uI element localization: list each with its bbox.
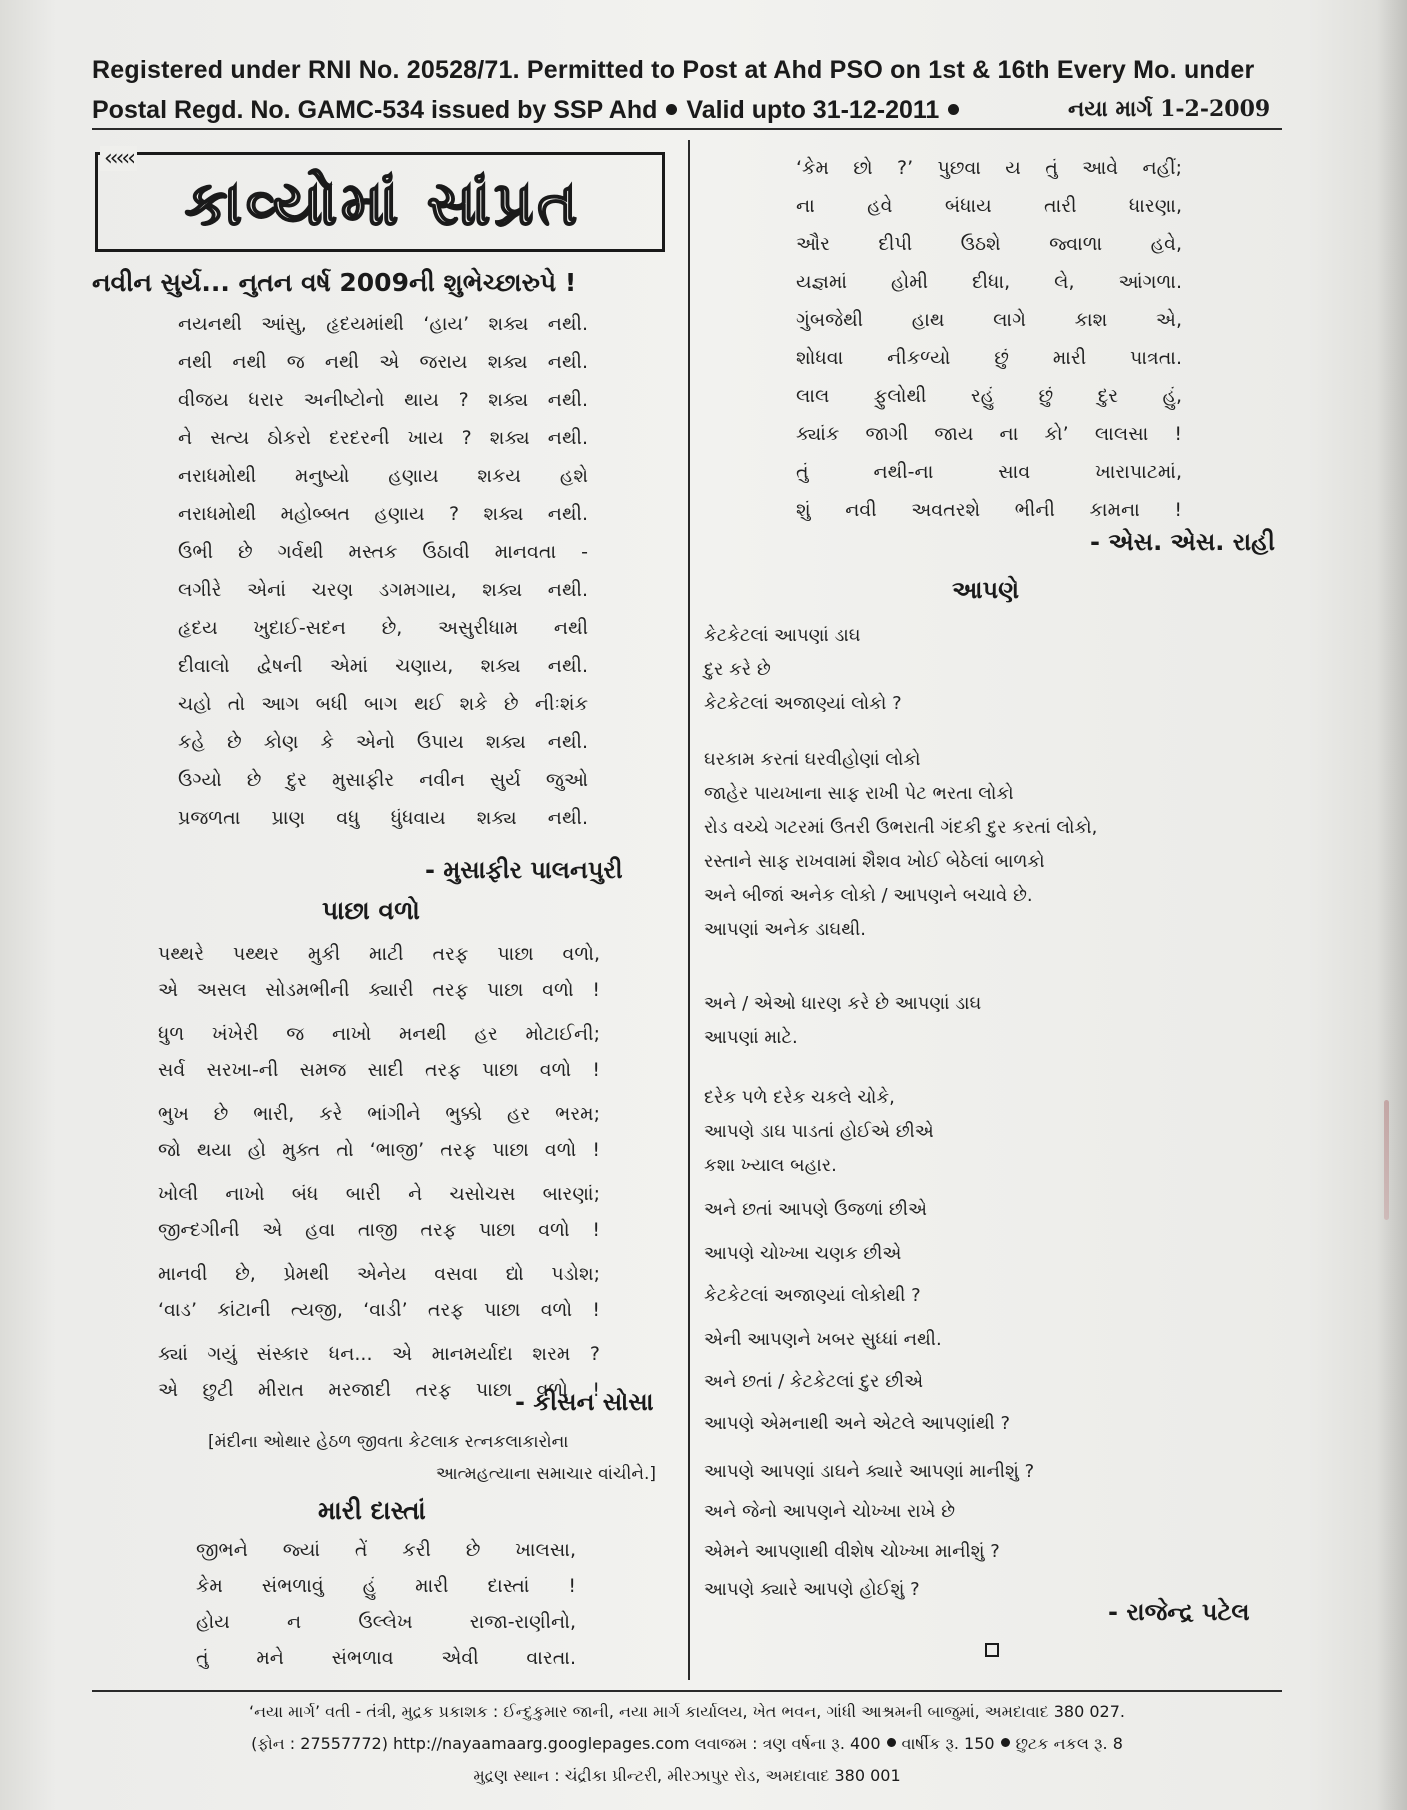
poem-line: જાહેર પાયખાના સાફ રાખી પેટ ભરતા લોકો	[704, 783, 1014, 804]
poem-line: હૃદય ખુદાઈ-સદન છે, અસુરીધામ નથી	[178, 617, 588, 639]
poem-line: રસ્તાને સાફ રાખવામાં શૈશવ ખોઈ બેઠેલાં બાળકો	[704, 851, 1045, 872]
poem-line: કેટકેટલાં આપણાં ડાઘ	[704, 625, 861, 646]
bullet-icon	[1001, 1738, 1010, 1747]
column-rule	[688, 140, 690, 1680]
paper-stain	[1384, 1100, 1389, 1220]
footer-single: છુટક નકલ રૂ. 8	[1015, 1734, 1123, 1753]
poem-line: નયનથી આંસુ, હૃદયમાંથી ‘હાય’ શક્ય નથી.	[178, 313, 588, 335]
poem-line: ના હવે બંધાય તારી ધારણા,	[796, 195, 1182, 217]
poem-line: ભુખ છે ભારી, કરે ભાંગીને ભુક્કો હર ભરમ;	[158, 1103, 600, 1125]
poem-line: આપણે ડાઘ પાડતાં હોઈએ છીએ	[704, 1121, 934, 1142]
poem-line: ખોલી નાખો બંધ બારી ને ચસોચસ બારણાં;	[158, 1183, 600, 1205]
poem-line: માનવી છે, પ્રેમથી એનેય વસવા દ્યો પડોશ;	[158, 1263, 600, 1285]
poem-line: વીજય ધરાર અનીષ્ટોનો થાય ? શક્ય નથી.	[178, 389, 588, 411]
poem3-heading: મારી દાસ્તાં	[318, 1496, 426, 1525]
poem-line: અને / એઓ ધારણ કરે છે આપણાં ડાઘ	[704, 993, 982, 1014]
poem1-heading: નવીન સુર્ય... નુતન વર્ષ 2009ની શુભેચ્છારુપે !	[92, 268, 577, 297]
poem-line: તું મને સંભળાવ એવી વારતા.	[196, 1647, 576, 1669]
poem-line: હોય ન ઉલ્લેખ રાજા-રાણીનો,	[196, 1611, 576, 1633]
poem-line: ગુંબજેથી હાથ લાગે કાશ એ,	[796, 309, 1182, 331]
poem-line: કેટકેટલાં અજાણ્યાં લોકો ?	[704, 693, 902, 714]
poem-line: અને છતાં આપણે ઉજળાં છીએ	[704, 1199, 927, 1220]
end-mark-icon	[985, 1643, 999, 1657]
poem-line: યજ્ઞમાં હોમી દીધા, લે, આંગળા.	[796, 271, 1182, 293]
poem-line: કહે છે કોણ કે એનો ઉપાય શક્ય નથી.	[178, 731, 588, 753]
poem-line: એ છુટી મીરાત મરજાદી તરફ પાછા વળો !	[158, 1379, 600, 1401]
poem-line: આપણાં માટે.	[704, 1027, 798, 1048]
poem-line: ક્યાંક જાગી જાય ના કો’ લાલસા !	[796, 423, 1182, 445]
poem-line: અને બીજાં અનેક લોકો / આપણને બચાવે છે.	[704, 885, 1033, 906]
bullet-icon	[887, 1738, 896, 1747]
registration-line: Registered under RNI No. 20528/71. Permitted to Post at Ahd PSO on 1st & 16th Every Mo. under	[92, 56, 1255, 84]
page-edge-shadow	[1377, 0, 1407, 1810]
poem-line: ‘વાડ’ કાંટાની ત્યજી, ‘વાડી’ તરફ પાછા વળો !	[158, 1299, 600, 1321]
poem-line: ને સત્ય ઠોકરો દરદરની ખાય ? શક્ય નથી.	[178, 427, 588, 449]
poem-line: એમને આપણાથી વીશેષ ચોખ્ખા માનીશું ?	[704, 1541, 1000, 1562]
poem-line: શું નવી અવતરશે ભીની કામના !	[796, 499, 1182, 521]
poem-line: દીવાલો દ્વેષની એમાં ચણાય, શક્ય નથી.	[178, 655, 588, 677]
postal-regd: Postal Regd. No. GAMC-534 issued by SSP Ahd	[92, 96, 658, 124]
poem-line: ઔર દીપી ઉઠશે જ્વાળા હવે,	[796, 233, 1182, 255]
poem2-note-line1: [મંદીના ઓથાર હેઠળ જીવતા કેટલાક રત્નકલાકારોના	[208, 1432, 569, 1452]
poem-line: દુર કરે છે	[704, 659, 771, 680]
poem-line: ઉગ્યો છે દુર મુસાફીર નવીન સુર્ય જુઓ	[178, 769, 588, 791]
poem-line: જીન્દગીની એ હવા તાજી તરફ પાછા વળો !	[158, 1219, 600, 1241]
poem-line: ઉભી છે ગર્વથી મસ્તક ઉઠાવી માનવતા -	[178, 541, 588, 563]
poem-line: કેટકેટલાં અજાણ્યાં લોકોથી ?	[704, 1285, 921, 1306]
top-rule	[92, 128, 1282, 130]
bullet-icon	[666, 104, 677, 115]
poem4-heading: આપણે	[952, 576, 1020, 604]
poem-line: જીભને જ્યાં તેં કરી છે ખાલસા,	[196, 1539, 576, 1561]
poem-line: ચહો તો આગ બધી બાગ થઈ શકે છે નીઃશંક	[178, 693, 588, 715]
bullet-icon	[948, 104, 959, 115]
poem-line: તું નથી-ના સાવ ખારાપાટમાં,	[796, 461, 1182, 483]
poem-line: રોડ વચ્ચે ગટરમાં ઉતરી ઉભરાતી ગંદકી દુર કરતાં લોકો,	[704, 817, 1098, 838]
poem-line: ક્યાં ગયું સંસ્કાર ધન... એ માનમર્યાદા શરમ ?	[158, 1343, 600, 1365]
poem3-author: - એસ. એસ. રાહી	[1090, 528, 1275, 556]
valid-upto: Valid upto 31-12-2011	[686, 96, 940, 124]
footer-phone-web: (ફોન : 27557772) http://nayaamaarg.googlepages.com લવાજમ : ત્રણ વર્ષના રૂ. 400	[251, 1734, 881, 1753]
poem2-author: - કીસન સોસા	[515, 1388, 654, 1416]
poem-line: લાલ ફુલોથી રહું છું દુર હું,	[796, 385, 1182, 407]
arrow-ornament-icon: ‹‹‹‹‹	[100, 146, 137, 171]
poem-line: અને છતાં / કેટકેટલાં દુર છીએ	[704, 1371, 924, 1392]
poem1-author: - મુસાફીર પાલનપુરી	[425, 856, 623, 884]
poem-line: પથ્થરે પથ્થર મુકી માટી તરફ પાછા વળો,	[158, 943, 600, 965]
poem2-heading: પાછા વળો	[322, 896, 420, 925]
poem-line: આપણે એમનાથી અને એટલે આપણાંથી ?	[704, 1413, 1011, 1434]
poem-line: દરેક પળે દરેક ચકલે ચોકે,	[704, 1087, 895, 1108]
poem2-note-line2: આત્મહત્યાના સમાચાર વાંચીને.]	[436, 1464, 657, 1484]
poem-line: એની આપણને ખબર સુધ્ધાં નથી.	[704, 1329, 942, 1350]
poem-line: એ અસલ સોડમભીની ક્યારી તરફ પાછા વળો !	[158, 979, 600, 1001]
footer-publisher: ‘નયા માર્ગ’ વતી - તંત્રી, મુદ્રક પ્રકાશક : ઈન્દુકુમાર જાની, નયા માર્ગ કાર્યાલય, ખેત ભવન, ગાંધી આશ્રમની બાજુમાં, અમદાવાદ 380 027.	[249, 1702, 1125, 1721]
poem-line: ઘરકામ કરતાં ઘરવીહોણાં લોકો	[704, 749, 921, 770]
poem-line: આપણે ચોખ્ખા ચણક છીએ	[704, 1243, 902, 1264]
footer-contact	[92, 1734, 1282, 1754]
poem-line: કેમ સંભળાવું હું મારી દાસ્તાં !	[196, 1575, 576, 1597]
poem-line: શોધવા નીકળ્યો છું મારી પાત્રતા.	[796, 347, 1182, 369]
poem-line: નથી નથી જ નથી એ જરાય શક્ય નથી.	[178, 351, 588, 373]
poem-line: નરાધમોથી મનુષ્યો હણાય શકય હશે	[178, 465, 588, 487]
poem-line: પ્રજળતા પ્રાણ વધુ ધુંધવાય શક્ય નથી.	[178, 807, 588, 829]
postal-line	[92, 96, 968, 125]
footer-annual: વાર્ષીક રૂ. 150	[901, 1734, 995, 1753]
footer-printer: મુદ્રણ સ્થાન : ચંદ્રીકા પ્રીન્ટરી, મીરઝાપુર રોડ, અમદાવાદ 380 001	[473, 1766, 901, 1785]
poem-line: આપણાં અનેક ડાઘથી.	[704, 919, 866, 940]
poem4-author: - રાજેન્દ્ર પટેલ	[1108, 1598, 1250, 1626]
poem-line: કશા ખ્યાલ બહાર.	[704, 1155, 837, 1176]
masthead-title: કાવ્યોમાં સાંપ્રત	[184, 169, 582, 239]
poem-line: જો થયા હો મુક્ત તો ‘ભાજી’ તરફ પાછા વળો !	[158, 1139, 600, 1161]
poem-line: ધુળ ખંખેરી જ નાખો મનથી હર મોટાઈની;	[158, 1023, 600, 1045]
bottom-rule	[92, 1690, 1282, 1692]
poem-line: ‘કેમ છો ?’ પુછવા ય તું આવે નહીં;	[796, 157, 1182, 179]
poem-line: આપણે ક્યારે આપણે હોઈશું ?	[704, 1579, 920, 1600]
poem-line: નરાધમોથી મહોબ્બત હણાય ? શક્ય નથી.	[178, 503, 588, 525]
poem-line: આપણે આપણાં ડાઘને ક્યારે આપણાં માનીશું ?	[704, 1461, 1035, 1482]
issue-date: નયા માર્ગ 1-2-2009	[1068, 96, 1271, 122]
poem-line: અને જેનો આપણને ચોખ્ખા રાખે છે	[704, 1501, 956, 1522]
poem-line: સર્વ સરખા-ની સમજ સાદી તરફ પાછા વળો !	[158, 1059, 600, 1081]
poem-line: લગીરે એનાં ચરણ ડગમગાય, શક્ય નથી.	[178, 579, 588, 601]
